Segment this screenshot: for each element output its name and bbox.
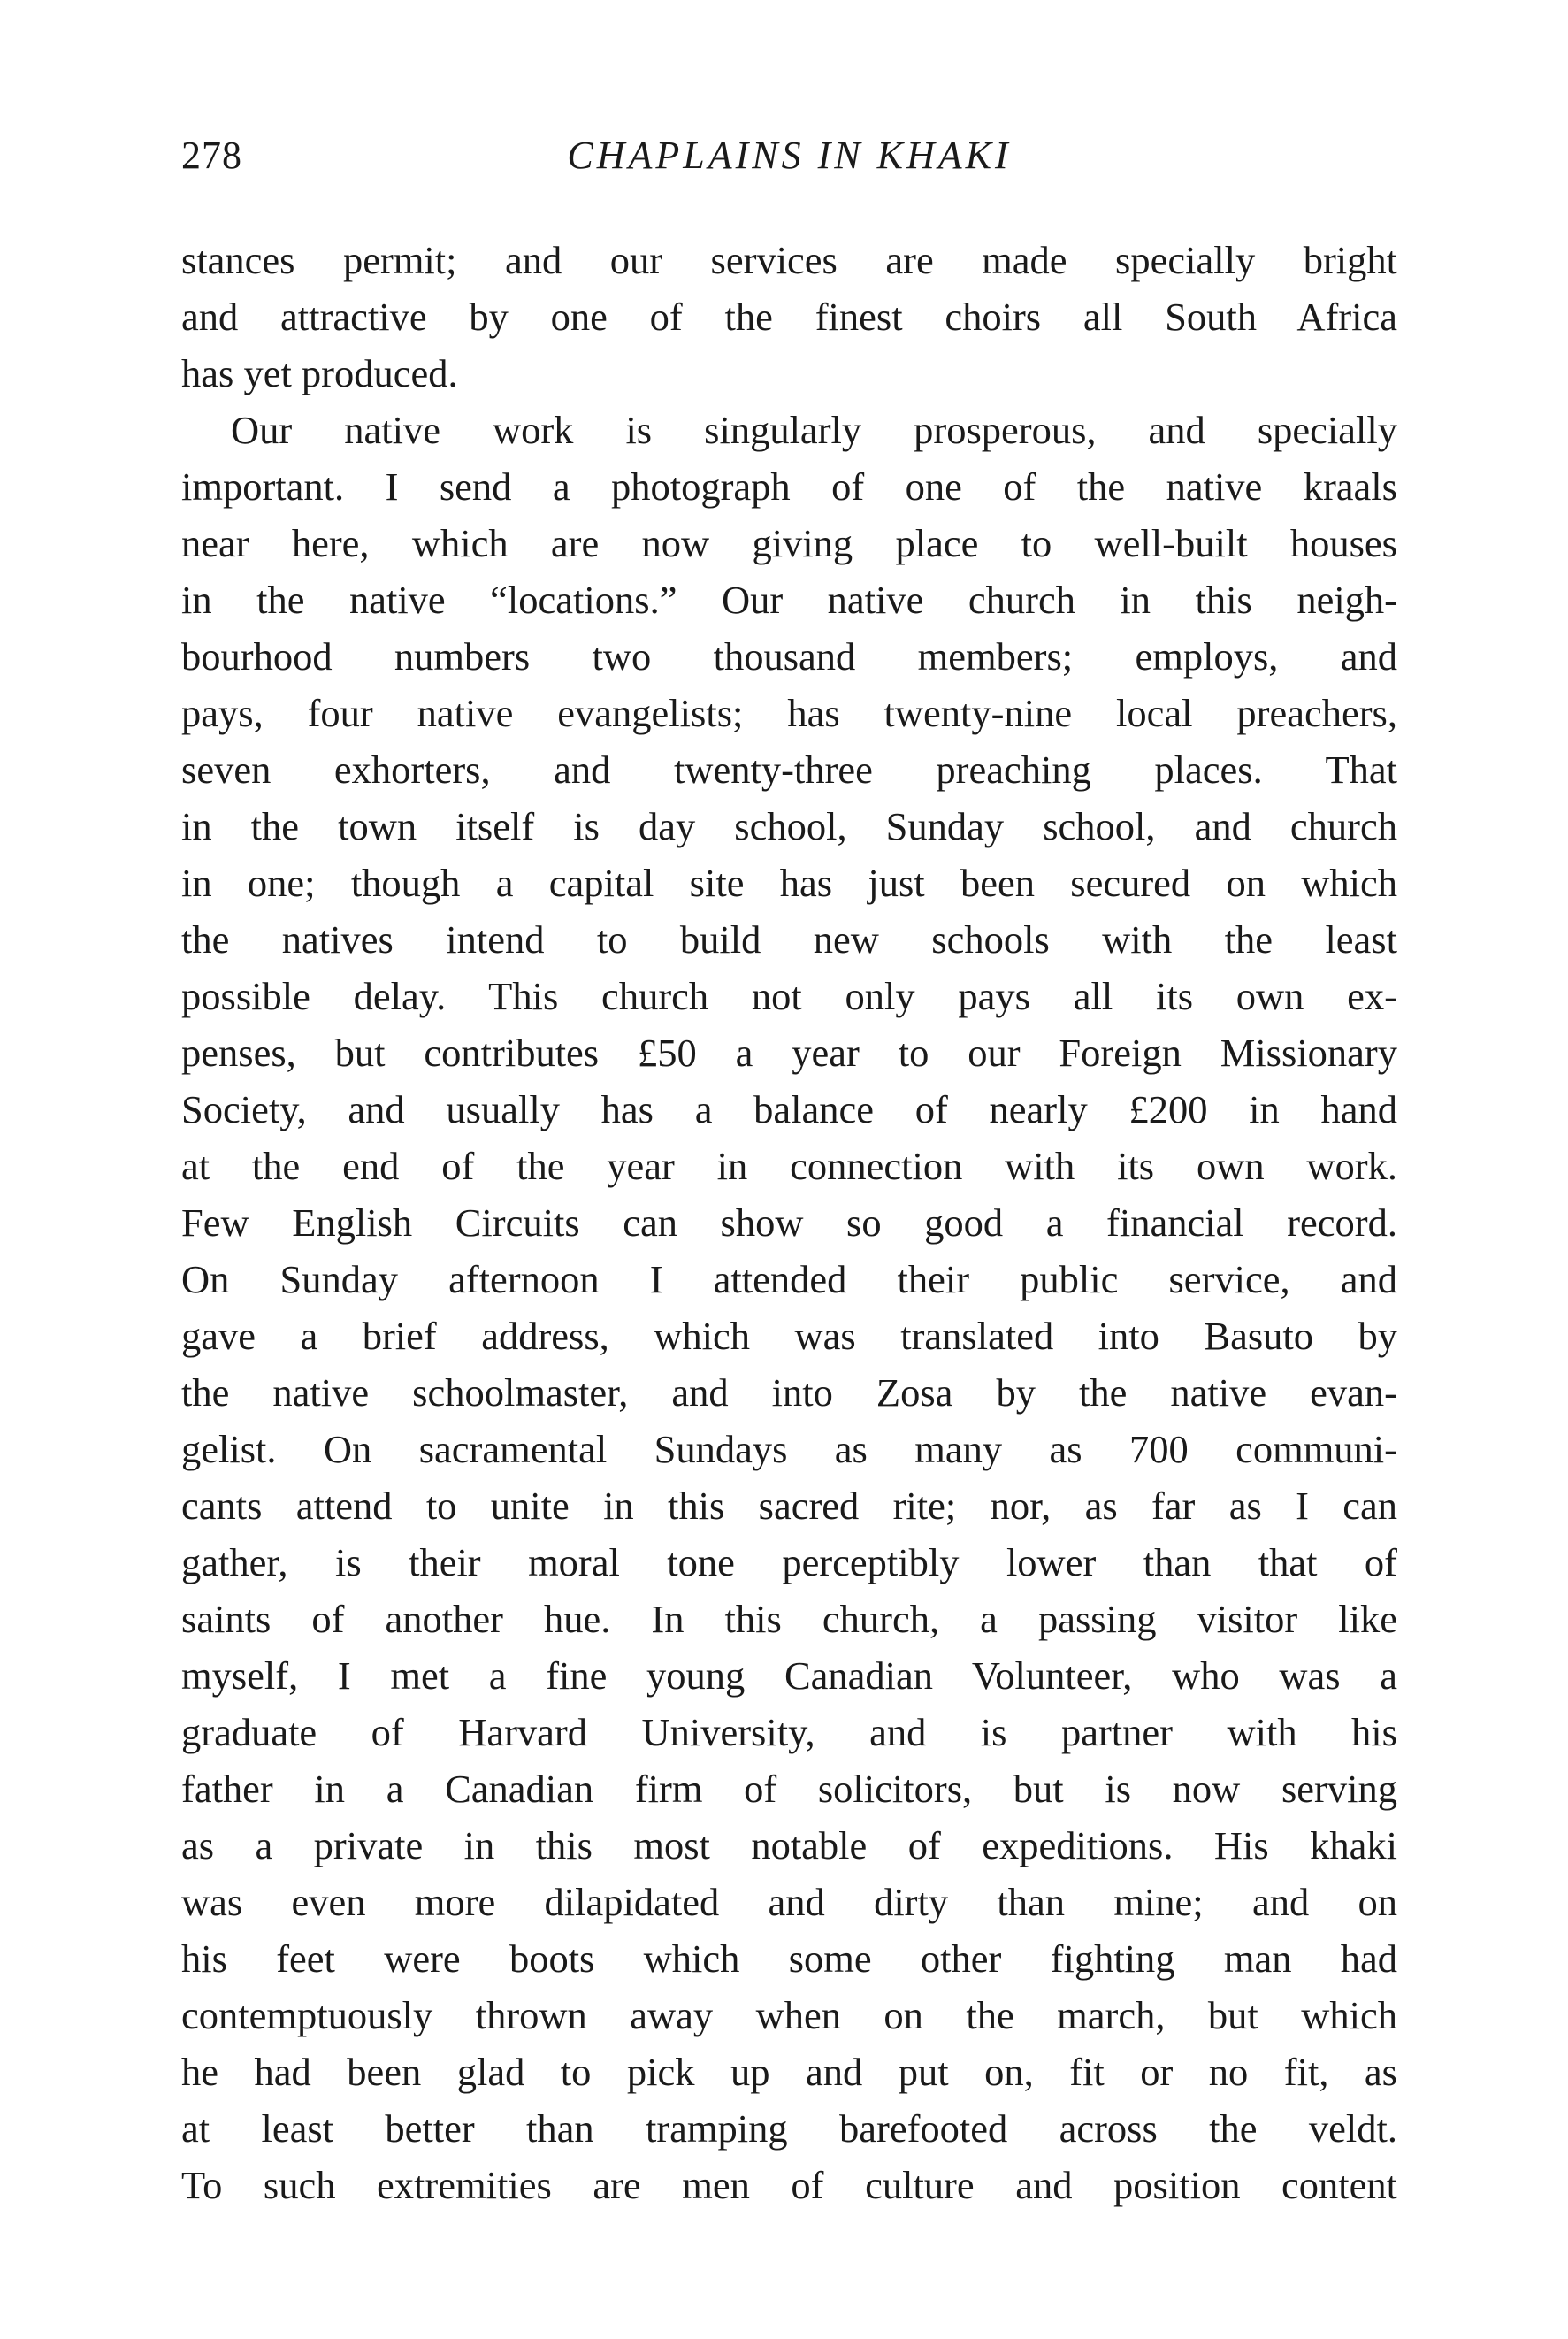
text-line: as a private in this most notable of expeditions. His khaki — [181, 1823, 1397, 1867]
text-line: important. I send a photograph of one of the native kraals — [181, 464, 1397, 509]
text-line: Few English Circuits can show so good a financial record. — [181, 1200, 1397, 1245]
text-line: myself, I met a fine young Canadian Volunteer, who was a — [181, 1653, 1397, 1698]
text-line: gelist. On sacramental Sundays as many as 700 communi- — [181, 1427, 1397, 1471]
text-line: in the town itself is day school, Sunday school, and church — [181, 804, 1397, 848]
text-line: the natives intend to build new schools with the least — [181, 917, 1397, 962]
text-line: gather, is their moral tone perceptibly lower than that of — [181, 1540, 1397, 1584]
text-line: at least better than tramping barefooted across the veldt. — [181, 2106, 1397, 2151]
text-line: To such extremities are men of culture and position content — [181, 2163, 1397, 2207]
text-line: and attractive by one of the finest choirs all South Africa — [181, 295, 1397, 339]
text-line: Society, and usually has a balance of nearly £200 in hand — [181, 1087, 1397, 1131]
page-header — [181, 133, 1397, 186]
text-line: was even more dilapidated and dirty than mine; and on — [181, 1880, 1397, 1924]
text-line: cants attend to unite in this sacred rite; nor, as far as I can — [181, 1484, 1397, 1528]
body-text — [181, 232, 1397, 2213]
text-line: graduate of Harvard University, and is partner with his — [181, 1710, 1397, 1754]
text-line: his feet were boots which some other fighting man had — [181, 1936, 1397, 1981]
text-line: bourhood numbers two thousand members; employs, and — [181, 634, 1397, 679]
text-line: contemptuously thrown away when on the march, but which — [181, 1993, 1397, 2037]
text-line: has yet produced. — [181, 351, 458, 395]
text-line: near here, which are now giving place to well-built houses — [181, 521, 1397, 565]
text-line: possible delay. This church not only pays all its own ex- — [181, 974, 1397, 1018]
text-line: father in a Canadian firm of solicitors, but is now serving — [181, 1767, 1397, 1811]
text-line: penses, but contributes £50 a year to our Foreign Missionary — [181, 1031, 1397, 1075]
text-line: stances permit; and our services are made specially bright — [181, 238, 1397, 282]
text-line: seven exhorters, and twenty-three preaching places. That — [181, 748, 1397, 792]
text-line: the native schoolmaster, and into Zosa by the native evan- — [181, 1370, 1397, 1415]
text-line: Our native work is singularly prosperous, and specially — [231, 408, 1397, 452]
text-line: On Sunday afternoon I attended their public service, and — [181, 1257, 1397, 1301]
text-line: pays, four native evangelists; has twenty-nine local preachers, — [181, 691, 1397, 735]
running-title: CHAPLAINS IN KHAKI — [567, 134, 1012, 177]
page-number: 278 — [181, 134, 242, 177]
text-line: in the native “locations.” Our native church in this neigh- — [181, 578, 1397, 622]
text-line: gave a brief address, which was translated into Basuto by — [181, 1314, 1397, 1358]
text-line: he had been glad to pick up and put on, fit or no fit, as — [181, 2050, 1397, 2094]
text-line: in one; though a capital site has just been secured on which — [181, 861, 1397, 905]
text-line: saints of another hue. In this church, a passing visitor like — [181, 1597, 1397, 1641]
text-line: at the end of the year in connection with its own work. — [181, 1144, 1397, 1188]
